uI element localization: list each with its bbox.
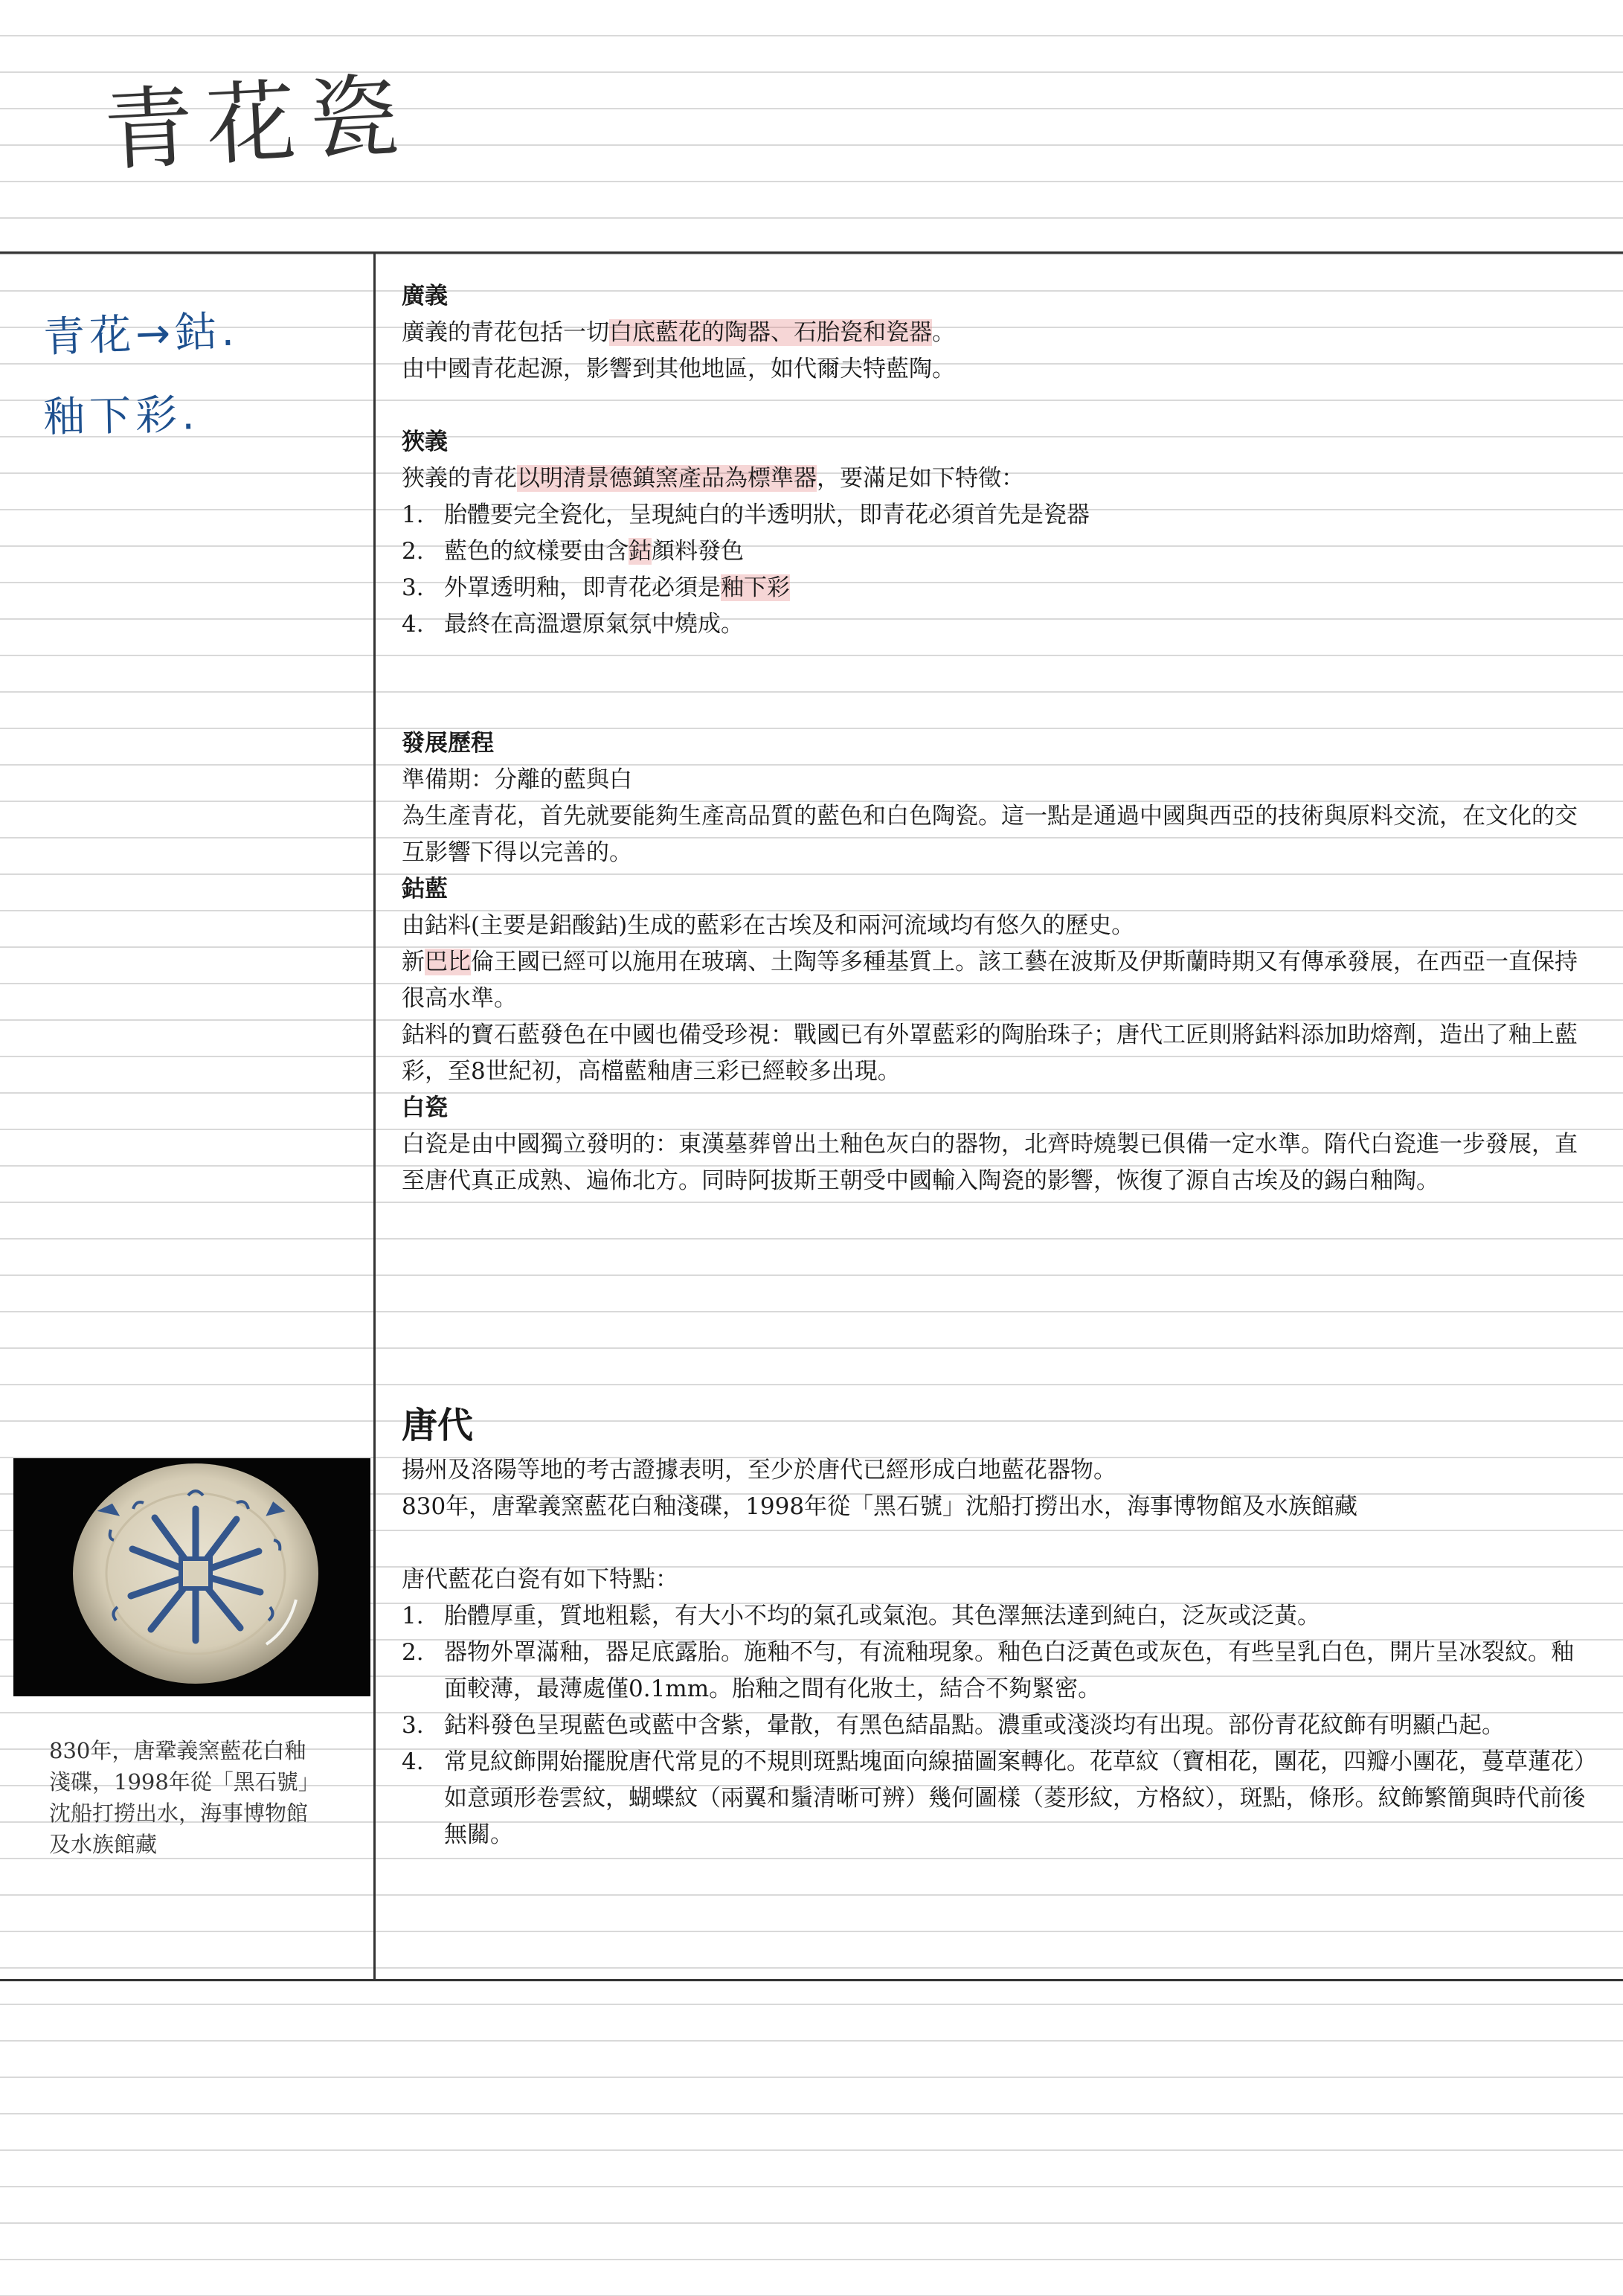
list-item bbox=[402, 533, 1592, 570]
tang-heading: 唐代 bbox=[402, 1405, 474, 1446]
list-number: 4. bbox=[402, 1748, 424, 1775]
photo-caption: 830年，唐鞏義窯藍花白釉淺碟，1998年從「黑石號」沈船打撈出水，海事博物館及水族館藏 bbox=[49, 1738, 309, 1857]
highlight: 白底藍花的陶器、石胎瓷和瓷器 bbox=[609, 319, 932, 346]
tang-line-2: 830年，唐鞏義窯藍花白釉淺碟，1998年從「黑石號」沈船打撈出水，海事博物館及水族館藏 bbox=[402, 1493, 1358, 1520]
text-run: 。 bbox=[932, 319, 955, 346]
page-title: 青花瓷 bbox=[101, 64, 415, 184]
text-run: 廣義的青花包括一切 bbox=[402, 319, 609, 346]
tang-features-list bbox=[402, 1598, 1592, 1853]
list-item bbox=[402, 1744, 1592, 1853]
text-run: 藍色的紋樣要由含 bbox=[444, 538, 629, 565]
highlight: 釉下彩 bbox=[721, 574, 790, 601]
top-divider bbox=[0, 251, 1623, 254]
white-porcelain-paragraph: 白瓷是由中國獨立發明的：東漢墓葬曾出土釉色灰白的器物，北齊時燒製已俱備一定水準。隋代白瓷進一步發展，直至唐代真正成熟、遍佈北方。同時阿拔斯王朝受中國輸入陶瓷的影響，恢復了源自古埃及的錫白釉陶。 bbox=[402, 1131, 1578, 1194]
list-item bbox=[402, 1598, 1592, 1635]
prep-subheading: 準備期：分離的藍與白 bbox=[402, 766, 632, 793]
narrow-features-list bbox=[402, 497, 1592, 643]
list-number: 3. bbox=[402, 1712, 424, 1739]
text-run: 最終在高溫還原氣氛中燒成。 bbox=[444, 611, 744, 638]
text-run: 外罩透明釉，即青花必須是 bbox=[444, 574, 721, 601]
narrow-intro bbox=[402, 461, 1592, 497]
narrow-heading: 狹義 bbox=[402, 429, 448, 455]
text-run: 顏料發色 bbox=[652, 538, 744, 565]
history-heading: 發展歷程 bbox=[402, 730, 494, 757]
plate-photo bbox=[13, 1458, 370, 1696]
cobalt-heading: 鈷藍 bbox=[402, 876, 448, 902]
text-run: 新 bbox=[402, 949, 425, 975]
margin-note-underglaze: 釉下彩. bbox=[42, 391, 200, 442]
tang-line-1: 揚州及洛陽等地的考古證據表明，至少於唐代已經形成白地藍花器物。 bbox=[402, 1457, 1116, 1484]
text-run: ，要滿足如下特徵： bbox=[817, 465, 1024, 492]
definition-section bbox=[402, 278, 1592, 643]
highlight: 鈷 bbox=[629, 538, 652, 565]
broad-line-2: 由中國青花起源，影響到其他地區，如代爾夫特藍陶。 bbox=[402, 356, 955, 382]
list-number: 4. bbox=[402, 611, 424, 638]
list-text: 常見紋飾開始擺脫唐代常見的不規則斑點塊面向線描圖案轉化。花草紋（寶相花，團花，四瓣小團花，蔓草蓮花）如意頭形卷雲紋，蝴蝶紋（兩翼和鬚清晰可辨）幾何圖樣（菱形紋，方格紋），斑點，條形。紋飾繁簡與時代前後無關。 bbox=[444, 1748, 1586, 1848]
tang-features-intro: 唐代藍花白瓷有如下特點： bbox=[402, 1566, 678, 1593]
cobalt-paragraph-2 bbox=[402, 944, 1592, 1017]
text-run: 狹義的青花 bbox=[402, 465, 517, 492]
list-text: 鈷料發色呈現藍色或藍中含紫，暈散，有黑色結晶點。濃重或淺淡均有出現。部份青花紋飾有明顯凸起。 bbox=[444, 1712, 1505, 1739]
history-section bbox=[402, 725, 1592, 1199]
cobalt-paragraph-3: 鈷料的寶石藍發色在中國也備受珍視：戰國已有外罩藍彩的陶胎珠子；唐代工匠則將鈷料添加助熔劑，造出了釉上藍彩，至8世紀初，高檔藍釉唐三彩已經較多出現。 bbox=[402, 1022, 1578, 1085]
text-run: 胎體要完全瓷化，呈現純白的半透明狀，即青花必須首先是瓷器 bbox=[444, 501, 1090, 528]
tang-section bbox=[402, 1399, 1592, 1853]
list-item bbox=[402, 570, 1592, 606]
broad-heading: 廣義 bbox=[402, 283, 448, 310]
prep-paragraph: 為生產青花，首先就要能夠生產高品質的藍色和白色陶瓷。這一點是通過中國與西亞的技術與原料交流，在文化的交互影響下得以完善的。 bbox=[402, 803, 1578, 866]
highlight: 以明清景德鎮窯產品為標準器 bbox=[517, 465, 817, 492]
list-text: 器物外罩滿釉，器足底露胎。施釉不勻，有流釉現象。釉色白泛黃色或灰色，有些呈乳白色，開片呈冰裂紋。釉面較薄，最薄處僅0.1mm。胎釉之間有化妝土，結合不夠緊密。 bbox=[444, 1639, 1574, 1702]
column-divider bbox=[373, 252, 376, 1980]
list-number: 3. bbox=[402, 574, 424, 601]
bottom-divider bbox=[0, 1979, 1623, 1981]
text-run: 倫王國已經可以施用在玻璃、土陶等多種基質上。該工藝在波斯及伊斯蘭時期又有傳承發展，在西亞一直保持很高水準。 bbox=[402, 949, 1578, 1012]
plate-image bbox=[13, 1458, 370, 1696]
list-item bbox=[402, 1635, 1592, 1707]
list-item bbox=[402, 497, 1592, 533]
list-number: 1. bbox=[402, 1603, 424, 1629]
list-text: 胎體厚重，質地粗鬆，有大小不均的氣孔或氣泡。其色澤無法達到純白，泛灰或泛黃。 bbox=[444, 1603, 1320, 1629]
list-number: 1. bbox=[402, 501, 424, 528]
list-item bbox=[402, 606, 1592, 643]
cobalt-paragraph-1: 由鈷料(主要是鋁酸鈷)生成的藍彩在古埃及和兩河流域均有悠久的歷史。 bbox=[402, 912, 1135, 939]
list-number: 2. bbox=[402, 538, 424, 565]
list-number: 2. bbox=[402, 1639, 424, 1666]
highlight: 巴比 bbox=[425, 949, 471, 975]
list-item bbox=[402, 1707, 1592, 1744]
margin-note-cobalt: 青花→鈷. bbox=[42, 307, 240, 362]
white-porcelain-heading: 白瓷 bbox=[402, 1094, 448, 1121]
broad-line-1 bbox=[402, 315, 1592, 351]
